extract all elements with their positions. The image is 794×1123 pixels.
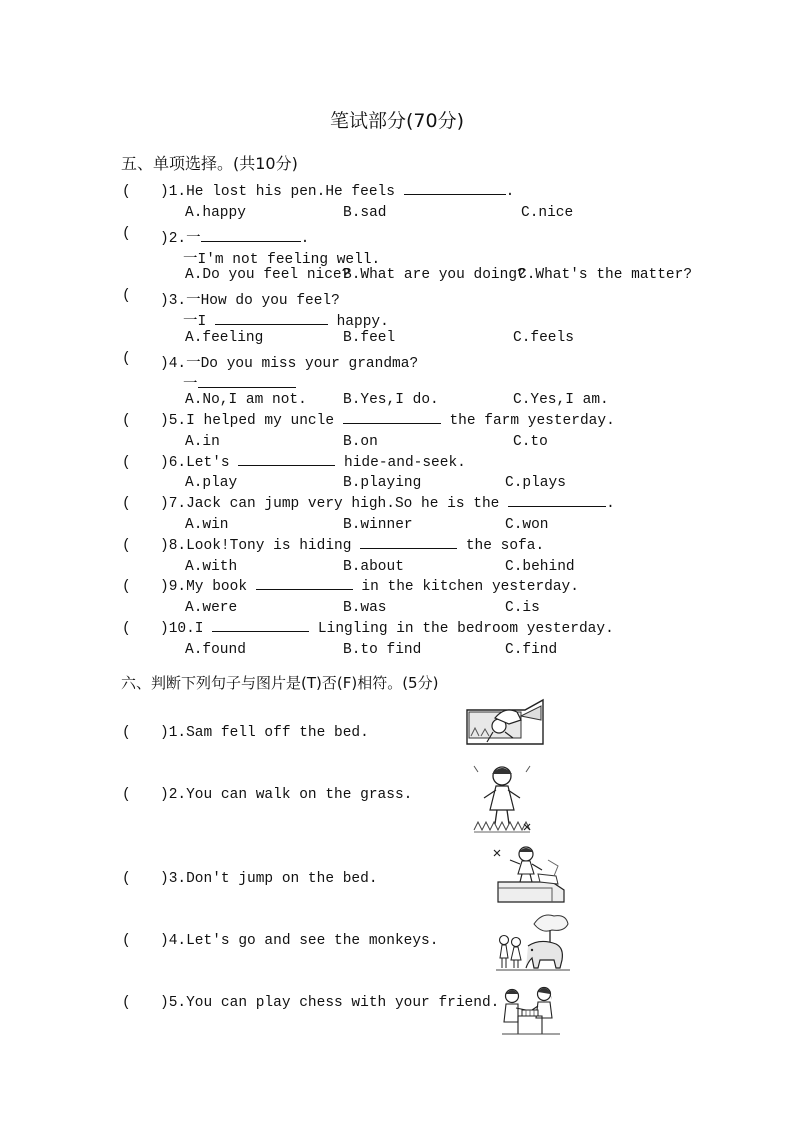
q2-option-c: C.What's the matter? xyxy=(518,267,693,283)
q4-line2: 一 xyxy=(183,372,296,393)
q1-option-b: B.sad xyxy=(343,205,387,221)
q5-option-c: C.to xyxy=(513,434,548,450)
q5-text: )5.I helped my uncle the farm yesterday. xyxy=(160,413,615,429)
q10-text: )10.I Lingling in the bedroom yesterday. xyxy=(160,621,614,637)
q1-option-c: C.nice xyxy=(521,205,574,221)
q2-option-b: B.What are you doing? xyxy=(343,267,526,283)
s6-item4-text: )4.Let's go and see the monkeys. xyxy=(160,933,439,949)
q3-paren: ( xyxy=(122,288,131,304)
answer-blank[interactable] xyxy=(215,323,328,325)
answer-blank[interactable] xyxy=(508,505,606,507)
q6-option-b: B.playing xyxy=(343,475,422,491)
q6-paren: ( xyxy=(122,455,131,471)
q3-option-a: A.feeling xyxy=(185,330,264,346)
girl-on-grass-picture xyxy=(470,764,534,838)
boy-on-bed-picture xyxy=(492,844,568,906)
s6-item3-paren: ( xyxy=(122,871,131,887)
q3-option-c: C.feels xyxy=(513,330,574,346)
q9-text: )9.My book in the kitchen yesterday. xyxy=(160,579,579,595)
q8-text: )8.Look!Tony is hiding the sofa. xyxy=(160,538,545,554)
q8-paren: ( xyxy=(122,538,131,554)
q7-text: )7.Jack can jump very high.So he is the . xyxy=(160,496,615,512)
elephant-zoo-picture xyxy=(494,910,572,974)
q2-option-a: A.Do you feel nice? xyxy=(185,267,351,283)
q9-paren: ( xyxy=(122,579,131,595)
q4-paren: ( xyxy=(122,351,131,367)
q7-option-b: B.winner xyxy=(343,517,413,533)
q1-paren: ( xyxy=(122,184,131,200)
s6-item1-paren: ( xyxy=(122,725,131,741)
answer-blank[interactable] xyxy=(212,630,309,632)
q7-paren: ( xyxy=(122,496,131,512)
q1-option-a: A.happy xyxy=(185,205,246,221)
kids-chess-picture xyxy=(498,984,564,1040)
answer-blank[interactable] xyxy=(343,422,441,424)
s6-item5-text: )5.You can play chess with your friend. xyxy=(160,995,500,1011)
q2-line2: 一I'm not feeling well. xyxy=(183,252,381,268)
q5-paren: ( xyxy=(122,413,131,429)
s6-item5-paren: ( xyxy=(122,995,131,1011)
s6-item2-text: )2.You can walk on the grass. xyxy=(160,787,413,803)
q10-paren: ( xyxy=(122,621,131,637)
s6-item1-text: )1.Sam fell off the bed. xyxy=(160,725,369,741)
answer-blank[interactable] xyxy=(404,193,506,195)
q2-text: )2.一 . xyxy=(160,231,310,247)
q4-option-c: C.Yes,I am. xyxy=(513,392,609,408)
q6-text: )6.Let's hide-and-seek. xyxy=(160,455,466,471)
q7-option-a: A.win xyxy=(185,517,229,533)
q5-option-b: B.on xyxy=(343,434,378,450)
q3-line2: 一I happy. xyxy=(183,314,389,330)
q10-option-c: C.find xyxy=(505,642,558,658)
q9-option-b: B.was xyxy=(343,600,387,616)
q4-option-b: B.Yes,I do. xyxy=(343,392,439,408)
answer-blank[interactable] xyxy=(256,588,353,590)
s6-item4-paren: ( xyxy=(122,933,131,949)
q6-option-c: C.plays xyxy=(505,475,566,491)
s6-item2-paren: ( xyxy=(122,787,131,803)
answer-blank[interactable] xyxy=(201,240,301,242)
q9-option-a: A.were xyxy=(185,600,238,616)
answer-blank[interactable] xyxy=(198,386,296,388)
answer-blank[interactable] xyxy=(238,464,335,466)
answer-blank[interactable] xyxy=(360,547,457,549)
page-title: 笔试部分(70分) xyxy=(329,110,464,132)
q10-option-a: A.found xyxy=(185,642,246,658)
q4-option-a: A.No,I am not. xyxy=(185,392,307,408)
fallen-bed-picture xyxy=(465,698,545,748)
q7-option-c: C.won xyxy=(505,517,549,533)
q5-option-a: A.in xyxy=(185,434,220,450)
q9-option-c: C.is xyxy=(505,600,540,616)
s6-item3-text: )3.Don't jump on the bed. xyxy=(160,871,378,887)
q3-text: )3.一How do you feel? xyxy=(160,293,340,309)
q6-option-a: A.play xyxy=(185,475,238,491)
q8-option-b: B.about xyxy=(343,559,404,575)
q4-text: )4.一Do you miss your grandma? xyxy=(160,356,419,372)
q8-option-c: C.behind xyxy=(505,559,575,575)
q1-text: )1.He lost his pen.He feels . xyxy=(160,184,515,200)
q10-option-b: B.to find xyxy=(343,642,422,658)
section-5-heading: 五、单项选择。(共10分) xyxy=(121,154,298,173)
q2-paren: ( xyxy=(122,226,131,242)
q8-option-a: A.with xyxy=(185,559,238,575)
section-6-heading: 六、判断下列句子与图片是(T)否(F)相符。(5分) xyxy=(121,674,439,692)
q3-option-b: B.feel xyxy=(343,330,396,346)
